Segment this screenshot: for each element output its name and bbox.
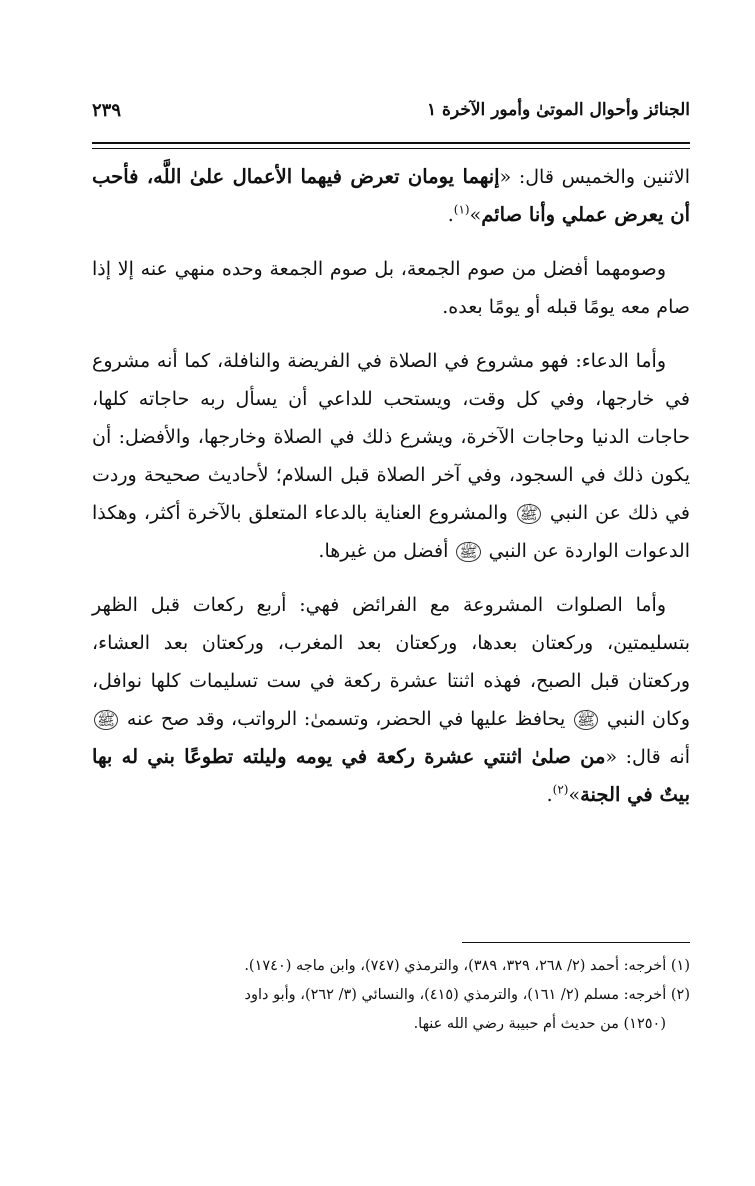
p3-text-c: أفضل من غيرها. (318, 540, 449, 562)
paragraph-4 (92, 586, 690, 814)
main-text (92, 158, 690, 830)
salawat-icon: ﷺ (517, 504, 541, 524)
hadith-quote-1: إنهما يومان تعرض فيهما الأعمال علىٰ اللَّه، فأحب أن يعرض عملي وأنا صائم (92, 165, 690, 226)
page-header (92, 96, 690, 132)
footnote-ref-1: (١) (453, 202, 470, 217)
p4-text-c: أنه قال: « (605, 746, 690, 768)
footnote-2-continued: (١٢٥٠) من حديث أم حبيبة رضي الله عنها. (413, 1016, 666, 1032)
footnote-2: (٢) أخرجه: مسلم (٢/ ١٦١)، والترمذي (٤١٥)، والنسائي (٣/ ٢٦٢)، وأبو داود (244, 987, 690, 1003)
paragraph-1 (92, 158, 690, 234)
page-number: ٢٣٩ (92, 100, 122, 121)
footnote-separator (462, 942, 690, 943)
header-rule-thin (92, 148, 690, 149)
footnote-1: (١) أخرجه: أحمد (٢/ ٢٦٨، ٣٢٩، ٣٨٩)، والترمذي (٧٤٧)، وابن ماجه (١٧٤٠). (244, 958, 690, 974)
p4-close-quote: » (568, 784, 581, 806)
hadith-quote-2: من صلىٰ اثنتي عشرة ركعة في يومه وليلته تطوعًا بني له بها بيتٌ في الجنة (92, 745, 690, 806)
footnotes (92, 952, 690, 1039)
p4-text-b: يحافظ عليها في الحضر، وتسمىٰ: الرواتب، وقد صح عنه (126, 708, 566, 730)
p1-period: . (447, 204, 454, 226)
running-head: الجنائز وأحوال الموتىٰ وأمور الآخرة ١ (427, 100, 690, 120)
p1-close-quote: » (469, 204, 482, 226)
paragraph-3 (92, 342, 690, 570)
header-rule-thick (92, 142, 690, 144)
salawat-icon: ﷺ (94, 710, 118, 730)
salawat-icon: ﷺ (456, 542, 480, 562)
p4-text-a: وأما الصلوات المشروعة مع الفرائض فهي: أربع ركعات قبل الظهر بتسليمتين، وركعتان بعدها، وركعتان بعد المغرب، وركعتان بعد العشاء، وركعتان قبل الصبح، فهذه اثنتا عشرة ركعة في ست تسليمات كلها نوافل، وكان النبي (92, 594, 691, 730)
p3-text-b: والمشروع العناية بالدعاء المتعلق بالآخرة أكثر، وهكذا الدعوات الواردة عن النبي (92, 502, 690, 562)
p4-period: . (546, 784, 553, 806)
p3-text-a: وأما الدعاء: فهو مشروع في الصلاة في الفريضة والنافلة، كما أنه مشروع في خارجها، وفي كل وقت، ويستحب للداعي أن يسأل ربه حاجاته كلها، حاجات الدنيا وحاجات الآخرة، ويشرع ذلك في الصلاة وخارجها، والأفضل: أن يكون ذلك في السجود، وفي آخر الصلاة قبل السلام؛ لأحاديث صحيحة وردت في ذلك عن النبي (92, 350, 690, 524)
salawat-icon: ﷺ (574, 710, 598, 730)
footnote-ref-2: (٢) (552, 782, 569, 797)
p1-intro: الاثنين والخميس قال: « (499, 166, 690, 188)
paragraph-2: وصومهما أفضل من صوم الجمعة، بل صوم الجمعة وحده منهي عنه إلا إذا صام معه يومًا قبله أو يومًا بعده. (92, 258, 690, 318)
